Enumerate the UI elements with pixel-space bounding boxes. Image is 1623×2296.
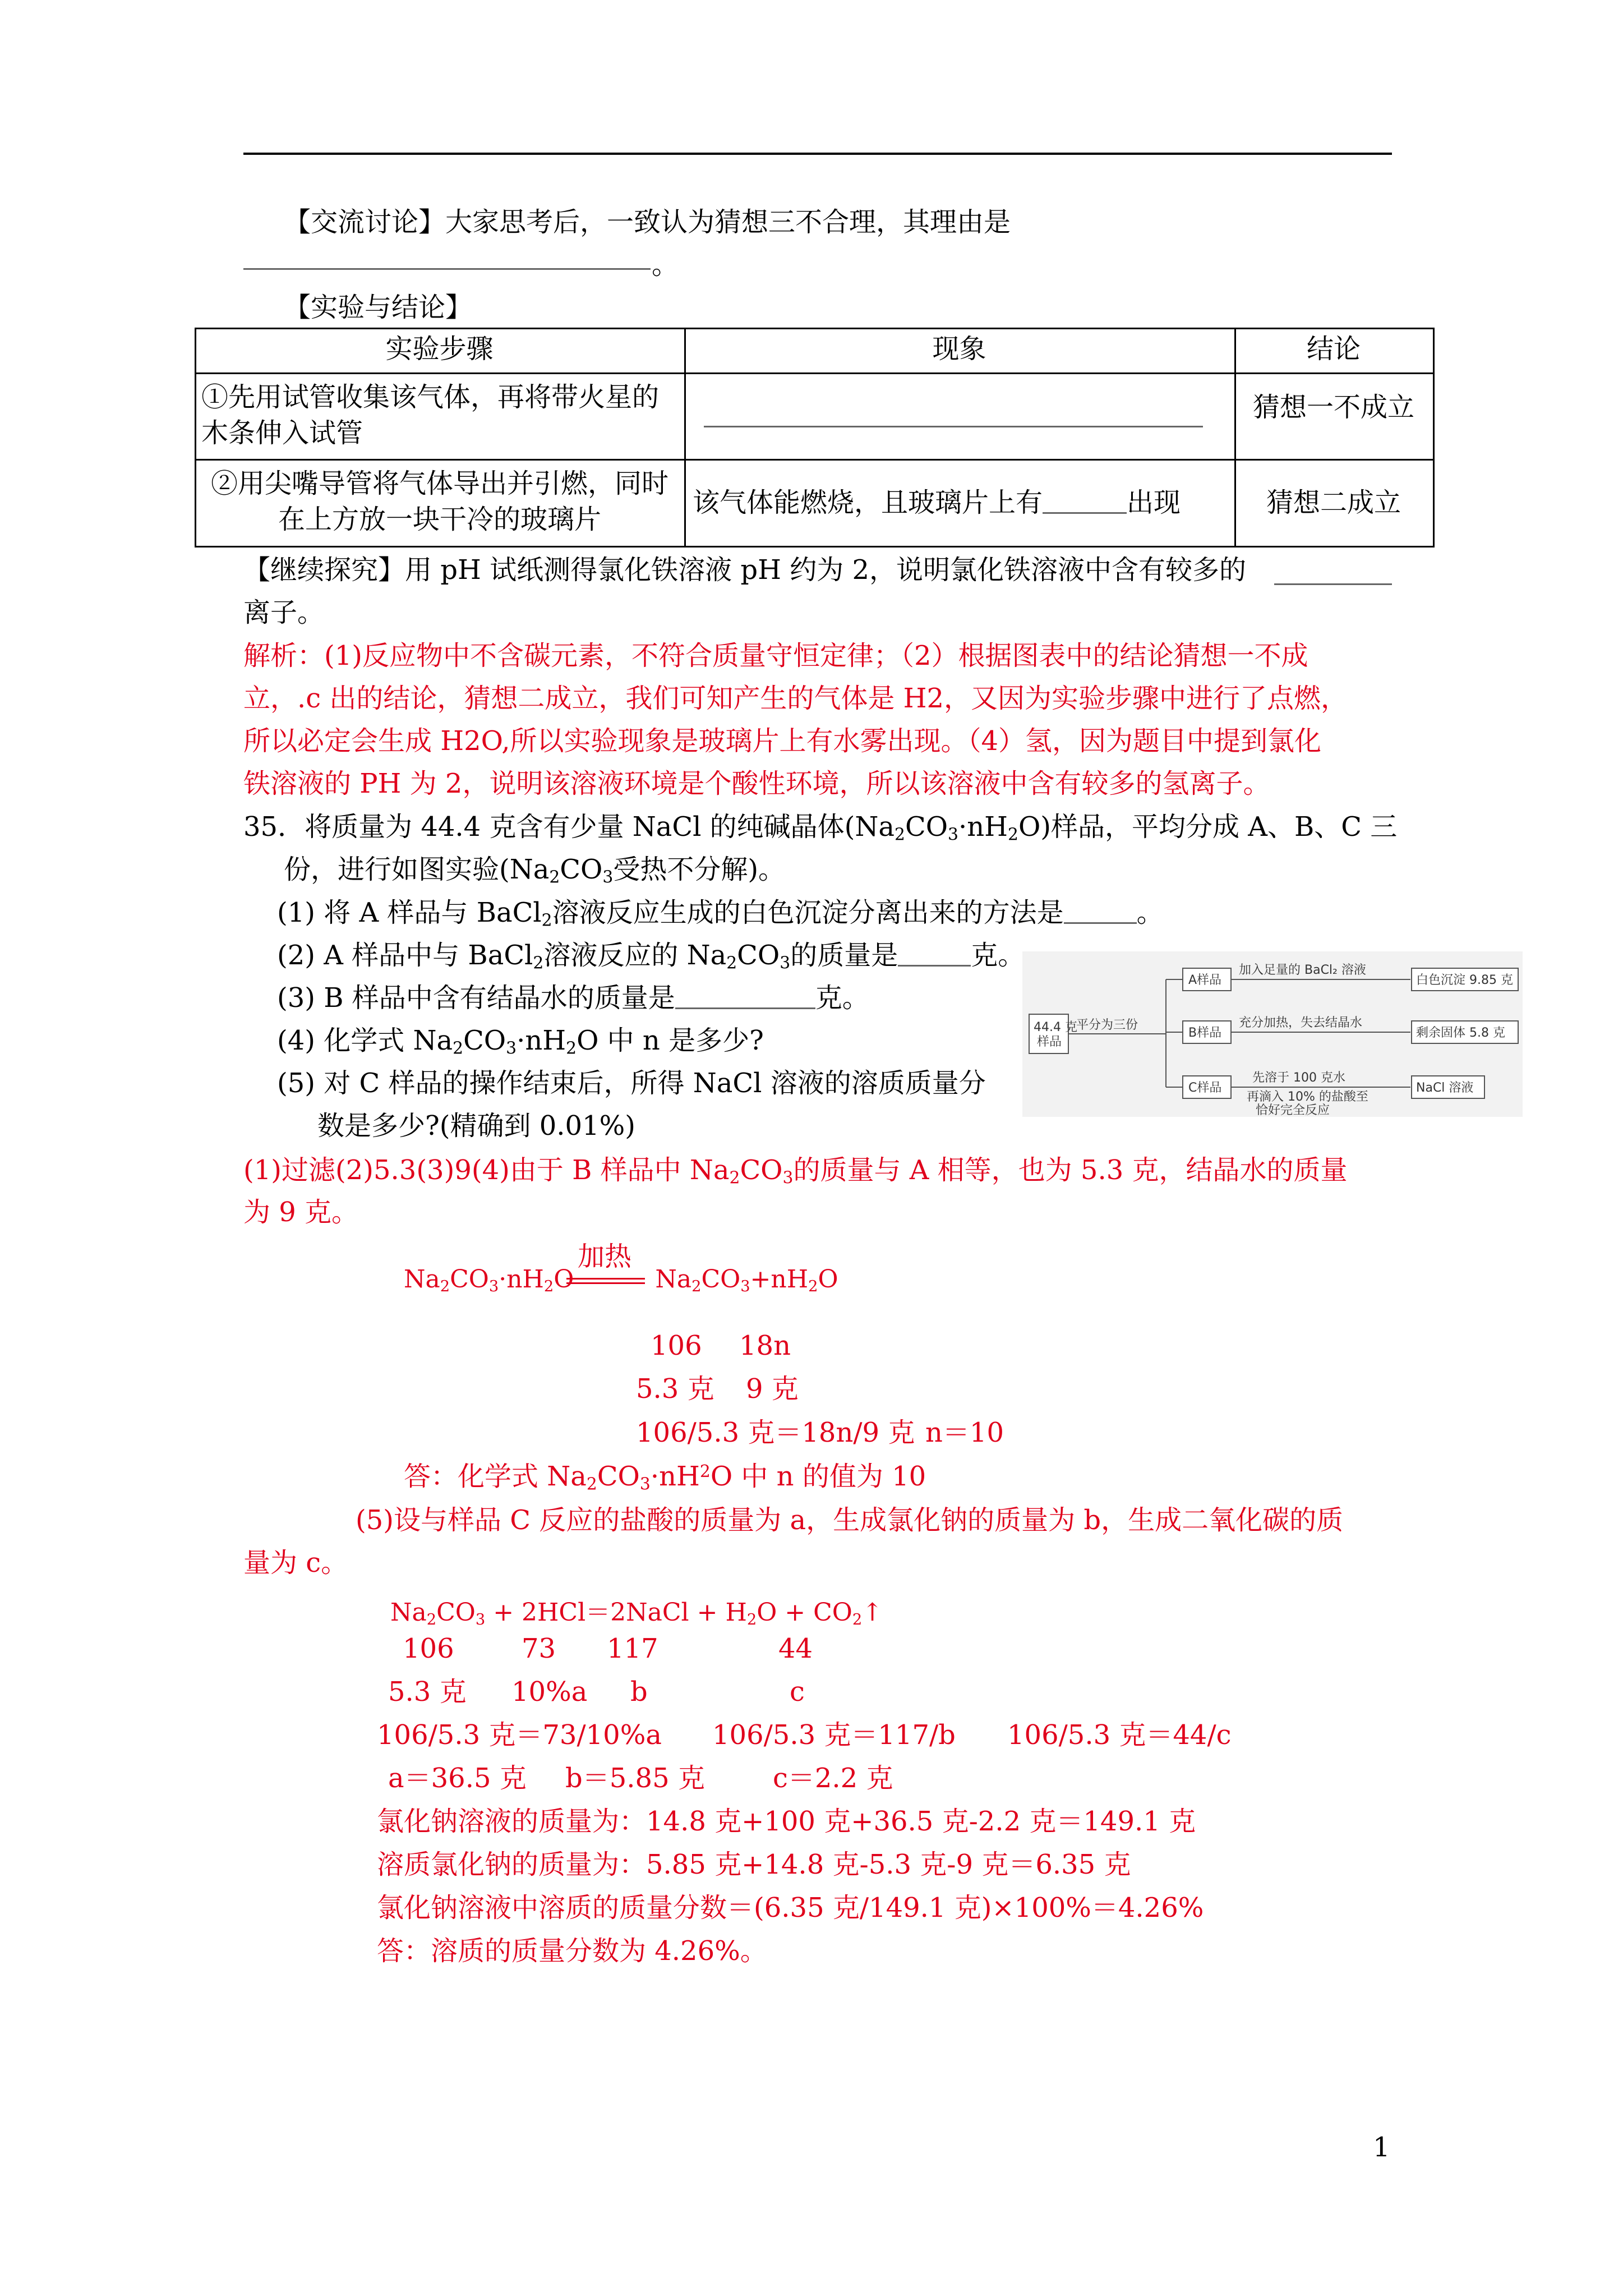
- answer-text: CO: [597, 1461, 640, 1492]
- analysis-line: 解析：(1)反应物中不含碳元素，不符合质量守恒定律；（2）根据图表中的结论猜想一不成: [243, 640, 1308, 671]
- eq-text: Na: [404, 1265, 440, 1294]
- figure-label: 加入足量的 BaCl₂ 溶液: [1239, 963, 1366, 977]
- answer-text: (1)过滤(2)5.3(3)9(4)由于 B 样品中 Na: [243, 1154, 730, 1186]
- further-text-2: 离子。: [243, 597, 325, 628]
- q35-text: 溶液反应生成的白色沉淀分离出来的方法是: [552, 897, 1064, 928]
- eq-text: O + CO: [757, 1598, 852, 1627]
- q35-text: ·nH: [517, 1025, 566, 1056]
- q35-text: (4) 化学式 Na: [277, 1025, 453, 1056]
- subscript: 3: [488, 1277, 499, 1295]
- header-rule: [243, 153, 1392, 155]
- eq-text: +nH: [750, 1265, 809, 1294]
- q35-text: 受热不分解)。: [613, 854, 786, 885]
- further-line: [243, 554, 1247, 586]
- discussion-text: 大家思考后，一致认为猜想三不合理，其理由是: [445, 206, 1011, 238]
- q35-text: O 中 n 是多少?: [577, 1025, 764, 1056]
- discussion-line: [284, 206, 1011, 238]
- molar-mass: 18n: [739, 1330, 791, 1361]
- page-number: 1: [1373, 2132, 1390, 2163]
- answer-text: ·nH: [650, 1461, 700, 1492]
- ratio-row: 106/5.3 克＝73/10%a: [377, 1719, 662, 1751]
- further-label: 【继续探究】: [243, 554, 405, 586]
- subscript: 2: [852, 1611, 863, 1628]
- further-text: 用 pH 试纸测得氯化铁溶液 pH 约为 2，说明氯化铁溶液中含有较多的: [405, 554, 1247, 586]
- subscript: 2: [729, 1168, 740, 1188]
- eq-text: Na: [655, 1265, 692, 1294]
- analysis-line: 立，.c 出的结论，猜想二成立，我们可知产生的气体是 H2，又因为实验步骤中进行了点燃，: [243, 683, 1348, 714]
- q35-text: 35．将质量为 44.4 克含有少量 NaCl 的纯碱晶体(Na: [243, 811, 895, 843]
- subscript: 2: [726, 953, 737, 973]
- q35-text: (3) B 样品中含有结晶水的质量是: [277, 982, 675, 1014]
- answer-5-line-1: (5)设与样品 C 反应的盐酸的质量为 a，生成氯化钠的质量为 b，生成二氧化碳的质: [356, 1504, 1344, 1536]
- subscript: 2: [895, 825, 905, 845]
- q35-text: O)样品，平均分成 A、B、C 三: [1018, 811, 1398, 843]
- q35-part-3: [277, 982, 869, 1014]
- analysis-line: 所以必定会生成 H2O,所以实验现象是玻璃片上有水雾出现。（4）氢，因为题目中提到氯化: [243, 725, 1321, 757]
- equation-2: [390, 1592, 883, 1628]
- answer-4: [404, 1461, 926, 1494]
- table-border: [1433, 328, 1435, 547]
- table-row-2-conclusion: 猜想二成立: [1266, 487, 1401, 518]
- q35-part-2: [277, 940, 1025, 973]
- subscript: 2: [541, 910, 552, 931]
- given-row: b: [630, 1676, 648, 1708]
- given-row: 5.3 克: [388, 1676, 467, 1708]
- figure-label: 再滴入 10% 的盐酸至: [1247, 1090, 1368, 1104]
- eq-condition: 加热: [578, 1241, 632, 1272]
- eq-text: + 2HCl＝2NaCl + H: [485, 1598, 747, 1627]
- table-border: [195, 546, 1435, 547]
- subscript: 3: [740, 1277, 750, 1295]
- final-line: 答：溶质的质量分数为 4.26%。: [377, 1935, 767, 1967]
- subscript: 2: [1008, 825, 1018, 845]
- subscript: 3: [475, 1611, 486, 1628]
- eq-text: CO: [450, 1265, 489, 1294]
- q35-text: CO: [905, 811, 948, 843]
- molar-mass: 106: [651, 1330, 702, 1361]
- q35-part-4: [277, 1025, 764, 1059]
- table-header-step: 实验步骤: [385, 333, 494, 365]
- figure-label: 白色沉淀 9.85 克: [1416, 973, 1513, 987]
- eq-text: O: [554, 1265, 574, 1294]
- final-line: 氯化钠溶液中溶质的质量分数＝(6.35 克/149.1 克)×100%＝4.26%: [377, 1892, 1204, 1924]
- ratio-row: 106/5.3 克＝117/b: [712, 1719, 956, 1751]
- figure-label: B样品: [1188, 1026, 1222, 1040]
- figure-label: 恰好完全反应: [1256, 1103, 1330, 1117]
- given-row: 10%a: [511, 1676, 588, 1708]
- phenomenon-text: 该气体能燃烧，且玻璃片上有: [693, 487, 1043, 518]
- subscript: 3: [506, 1038, 517, 1059]
- experiment-heading: 【实验与结论】: [284, 292, 473, 323]
- answer-text: 答：化学式 Na: [404, 1461, 587, 1492]
- subscript: 3: [602, 867, 614, 887]
- table-row-2-step: ②用尖嘴导管将气体导出并引燃，同时在上方放一块干冷的玻璃片: [210, 468, 668, 535]
- n-result: n＝10: [925, 1417, 1004, 1448]
- figure-label: A样品: [1188, 973, 1222, 987]
- q35-part-5-cont: 数是多少?(精确到 0.01%): [317, 1110, 635, 1142]
- table-header-phenomenon: 现象: [932, 333, 986, 365]
- result-row: b＝5.85 克: [565, 1763, 705, 1794]
- final-line: 溶质氯化钠的质量为：5.85 克+14.8 克-5.3 克-9 克＝6.35 克: [377, 1849, 1131, 1880]
- table-border: [195, 372, 1435, 374]
- q35-text: (1) 将 A 样品与 BaCl: [277, 897, 542, 928]
- q35-text: 克。: [815, 982, 869, 1014]
- q35-text: CO: [737, 940, 780, 971]
- eq-text: CO: [436, 1598, 476, 1627]
- answer-line-1: [243, 1154, 1348, 1188]
- experiment-flow-figure: [1022, 951, 1523, 1117]
- figure-label: 剩余固体 5.8 克: [1416, 1026, 1505, 1040]
- subscript: 3: [782, 1168, 794, 1188]
- ratio-row: 106/5.3 克＝44/c: [1007, 1719, 1232, 1751]
- q35-blank-1[interactable]: [1064, 922, 1137, 924]
- subscript: 2: [691, 1277, 702, 1295]
- subscript: 2: [426, 1611, 437, 1628]
- molar-row: 73: [522, 1633, 556, 1664]
- q35-line-1: [243, 811, 1398, 845]
- q35-text: (2) A 样品中与 BaCl: [277, 940, 533, 971]
- figure-label: 44.4 克: [1034, 1020, 1077, 1034]
- eq-text: ·nH: [499, 1265, 544, 1294]
- figure-label: 先溶于 100 克水: [1252, 1071, 1345, 1085]
- molar-row: 44: [778, 1633, 813, 1664]
- eq-text: ↑: [862, 1598, 883, 1627]
- table-border: [195, 328, 1435, 329]
- result-row: c＝2.2 克: [773, 1763, 893, 1794]
- q35-text: 。: [1136, 897, 1164, 928]
- phenomenon-blank[interactable]: [1043, 512, 1127, 514]
- eq-text: CO: [701, 1265, 741, 1294]
- figure-label: 充分加热，失去结晶水: [1239, 1016, 1363, 1030]
- subscript: 2: [808, 1277, 818, 1295]
- answer-text: CO: [740, 1154, 783, 1186]
- answer-text: O 中 n 的值为 10: [710, 1461, 926, 1492]
- further-blank[interactable]: [1274, 583, 1392, 585]
- experiment-table: [195, 328, 1435, 547]
- answer-5-line-2: 量为 c。: [243, 1547, 348, 1579]
- figure-label: C样品: [1188, 1081, 1222, 1095]
- subscript: 3: [639, 1474, 651, 1494]
- given-mass: 9 克: [746, 1373, 799, 1405]
- q35-text: 的质量是: [790, 940, 898, 971]
- q35-text: 溶液反应的 Na: [543, 940, 727, 971]
- subscript: 2: [746, 1611, 757, 1628]
- eq-double-line: [566, 1278, 645, 1280]
- table-row-1-conclusion: 猜想一不成立: [1252, 392, 1414, 423]
- answer-text: 的质量与 A 相等，也为 5.3 克，结晶水的质量: [793, 1154, 1348, 1186]
- result-row: a＝36.5 克: [388, 1763, 527, 1794]
- table-border: [195, 459, 1435, 461]
- table-row-1-blank[interactable]: [704, 426, 1203, 427]
- q35-text: 克。: [971, 940, 1025, 971]
- table-row-1-step: ①先用试管收集该气体，再将带火星的木条伸入试管: [201, 381, 660, 449]
- discussion-end: 。: [652, 249, 679, 280]
- eq-text: O: [818, 1265, 838, 1294]
- q35-line-2: [284, 854, 786, 887]
- subscript: 3: [780, 953, 791, 973]
- subscript: 2: [533, 953, 544, 973]
- answer-blank[interactable]: [243, 268, 651, 270]
- given-row: c: [790, 1676, 805, 1708]
- molar-row: 106: [403, 1633, 454, 1664]
- subscript: 3: [948, 825, 958, 845]
- q35-part-1: [277, 897, 1164, 931]
- molar-row: 117: [607, 1633, 658, 1664]
- q35-blank-2[interactable]: [898, 965, 971, 967]
- phenomenon-text-end: 出现: [1127, 487, 1181, 518]
- q35-text: ·nH: [958, 811, 1008, 843]
- q35-text: CO: [560, 854, 603, 885]
- eq-text: Na: [390, 1598, 427, 1627]
- final-line: 氯化钠溶液的质量为：14.8 克+100 克+36.5 克-2.2 克＝149.1 克: [377, 1806, 1196, 1837]
- table-header-conclusion: 结论: [1306, 333, 1361, 365]
- ratio: 106/5.3 克＝18n/9 克: [636, 1417, 915, 1448]
- answer-line-2: 为 9 克。: [243, 1197, 359, 1228]
- subscript: 2: [543, 1277, 554, 1295]
- given-mass: 5.3 克: [636, 1373, 714, 1405]
- figure-label: 样品: [1037, 1035, 1062, 1049]
- figure-label: NaCl 溶液: [1416, 1081, 1474, 1095]
- subscript: 2: [586, 1474, 597, 1494]
- analysis-line: 铁溶液的 PH 为 2，说明该溶液环境是个酸性环境，所以该溶液中含有较多的氢离子。: [243, 768, 1270, 799]
- q35-text: 份，进行如图实验(Na: [284, 854, 550, 885]
- subscript: 2: [566, 1038, 577, 1059]
- q35-part-5: (5) 对 C 样品的操作结束后，所得 NaCl 溶液的溶质质量分: [277, 1068, 986, 1099]
- superscript: 2: [699, 1462, 711, 1482]
- table-row-2-phenomenon: [693, 485, 1231, 521]
- q35-text: CO: [463, 1025, 506, 1056]
- discussion-label: 【交流讨论】: [284, 206, 446, 238]
- subscript: 2: [440, 1277, 450, 1295]
- q35-blank-3[interactable]: [675, 1007, 815, 1009]
- figure-label: 平分为三份: [1076, 1018, 1138, 1032]
- subscript: 2: [453, 1038, 464, 1059]
- subscript: 2: [549, 867, 560, 887]
- eq-double-line: [566, 1282, 645, 1284]
